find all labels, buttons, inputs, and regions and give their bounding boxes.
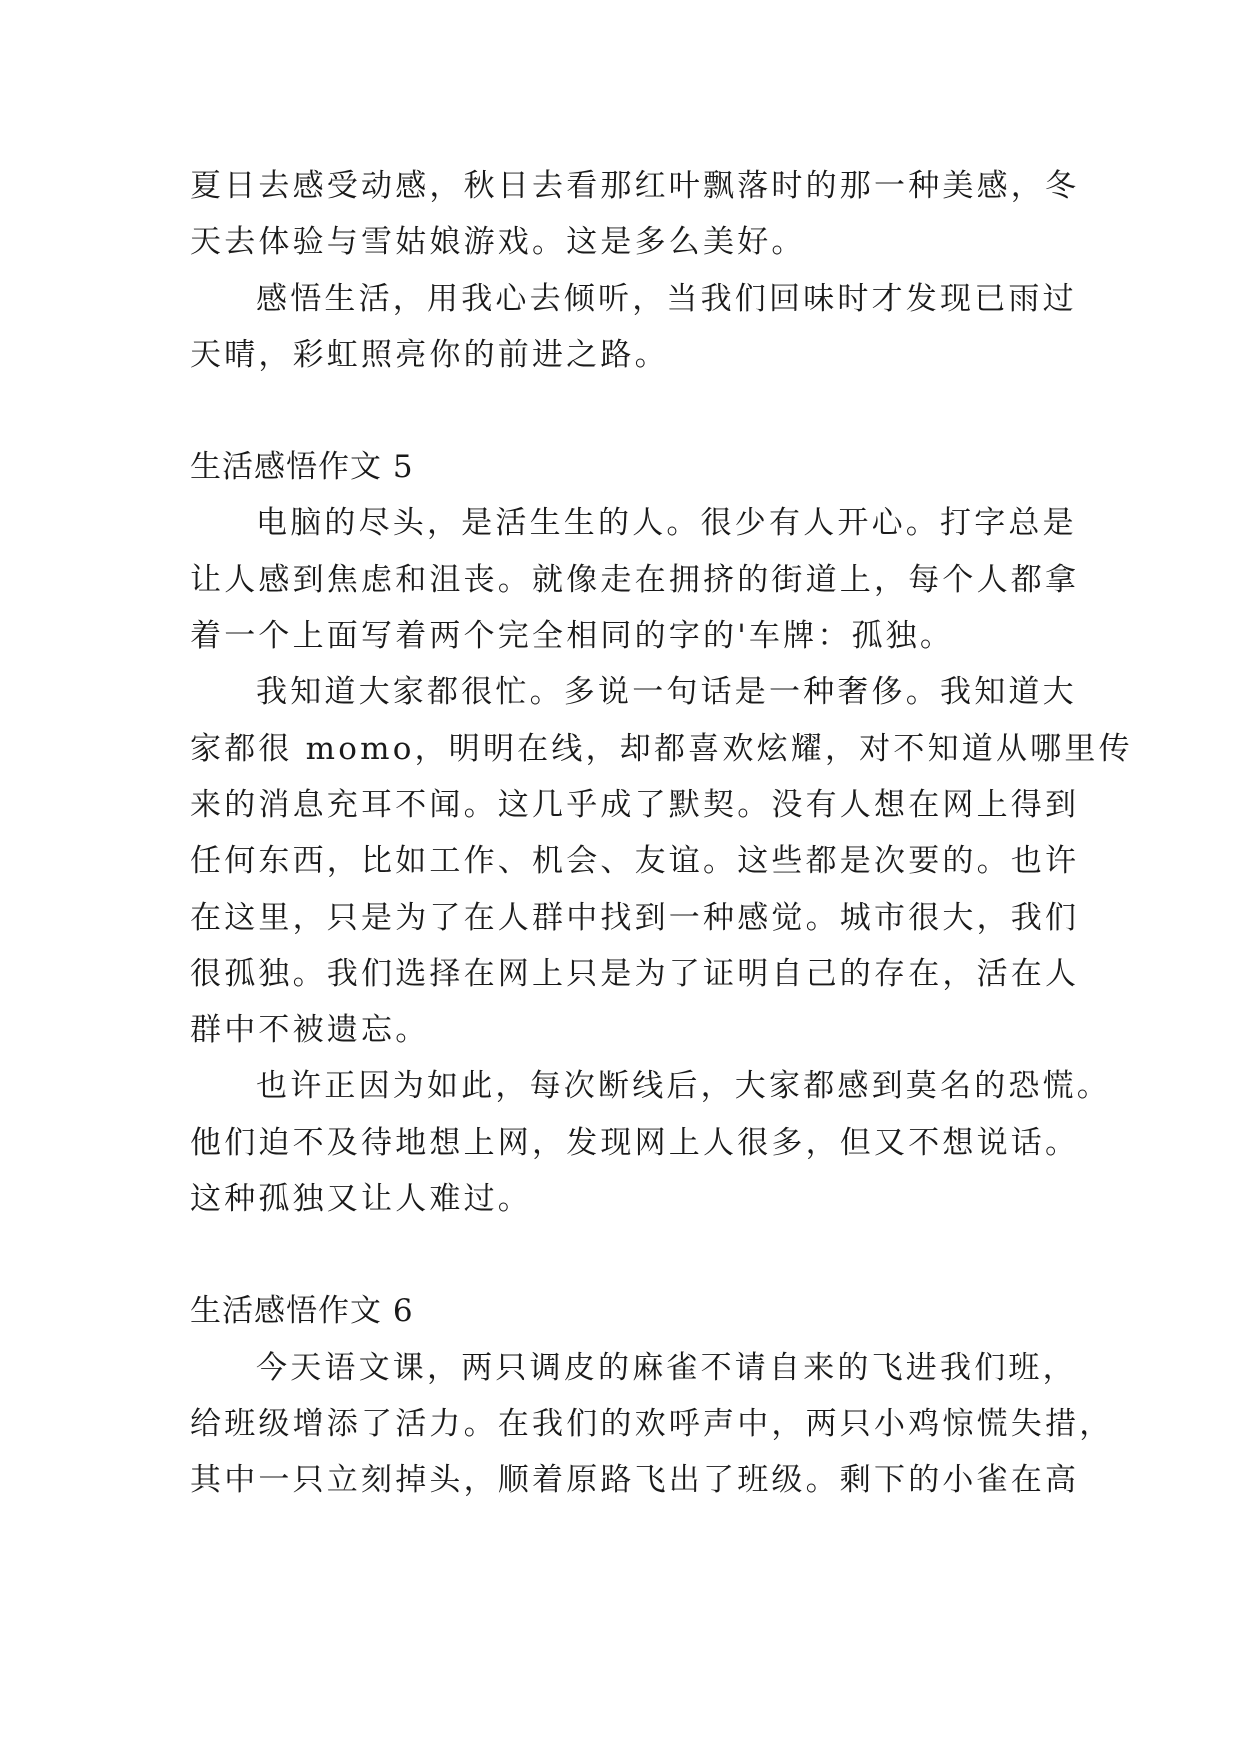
paragraph-line: 其中一只立刻掉头，顺着原路飞出了班级。剩下的小雀在高 bbox=[190, 1462, 1080, 1499]
paragraph-line: 我知道大家都很忙。多说一句话是一种奢侈。我知道大 bbox=[256, 674, 1077, 711]
section-heading: 生活感悟作文 6 bbox=[190, 1293, 414, 1330]
paragraph-line: 天去体验与雪姑娘游戏。这是多么美好。 bbox=[190, 224, 806, 261]
paragraph bbox=[190, 1058, 1111, 1227]
paragraph bbox=[190, 664, 1133, 1058]
paragraph-line: 来的消息充耳不闻。这几乎成了默契。没有人想在网上得到 bbox=[190, 786, 1080, 823]
paragraph bbox=[190, 271, 1077, 384]
paragraph-line: 夏日去感受动感，秋日去看那红叶飘落时的那一种美感，冬 bbox=[190, 168, 1080, 204]
paragraph-line: 让人感到焦虑和沮丧。就像走在拥挤的街道上，每个人都拿 bbox=[190, 561, 1080, 598]
paragraph-line: 在这里，只是为了在人群中找到一种感觉。城市很大，我们 bbox=[190, 899, 1080, 936]
paragraph bbox=[190, 158, 1080, 271]
paragraph-line: 电脑的尽头，是活生生的人。很少有人开心。打字总是 bbox=[256, 505, 1077, 542]
paragraph bbox=[190, 495, 1080, 664]
paragraph-line: 给班级增添了活力。在我们的欢呼声中，两只小鸡惊慌失措， bbox=[190, 1405, 1114, 1442]
paragraph-line: 也许正因为如此，每次断线后，大家都感到莫名的恐慌。 bbox=[256, 1068, 1111, 1105]
paragraph-line: 家都很 momo，明明在线，却都喜欢炫耀，对不知道从哪里传 bbox=[190, 730, 1133, 767]
paragraph-line: 他们迫不及待地想上网，发现网上人很多，但又不想说话。 bbox=[190, 1124, 1080, 1161]
paragraph-line: 群中不被遗忘。 bbox=[190, 1012, 430, 1049]
paragraph-line: 很孤独。我们选择在网上只是为了证明自己的存在，活在人 bbox=[190, 955, 1080, 992]
section-heading: 生活感悟作文 5 bbox=[190, 449, 414, 486]
paragraph-line: 着一个上面写着两个完全相同的字的'车牌：孤独。 bbox=[190, 618, 955, 655]
section-spacer bbox=[190, 383, 1070, 439]
paragraph-line: 任何东西，比如工作、机会、友谊。这些都是次要的。也许 bbox=[190, 843, 1080, 880]
document-body bbox=[190, 158, 1133, 1509]
section-spacer bbox=[190, 1227, 1070, 1283]
paragraph bbox=[190, 1340, 1114, 1509]
paragraph-line: 今天语文课，两只调皮的麻雀不请自来的飞进我们班， bbox=[256, 1349, 1077, 1386]
paragraph-line: 感悟生活，用我心去倾听，当我们回味时才发现已雨过 bbox=[256, 280, 1077, 317]
paragraph-line: 这种孤独又让人难过。 bbox=[190, 1181, 532, 1218]
paragraph-line: 天晴，彩虹照亮你的前进之路。 bbox=[190, 336, 669, 373]
